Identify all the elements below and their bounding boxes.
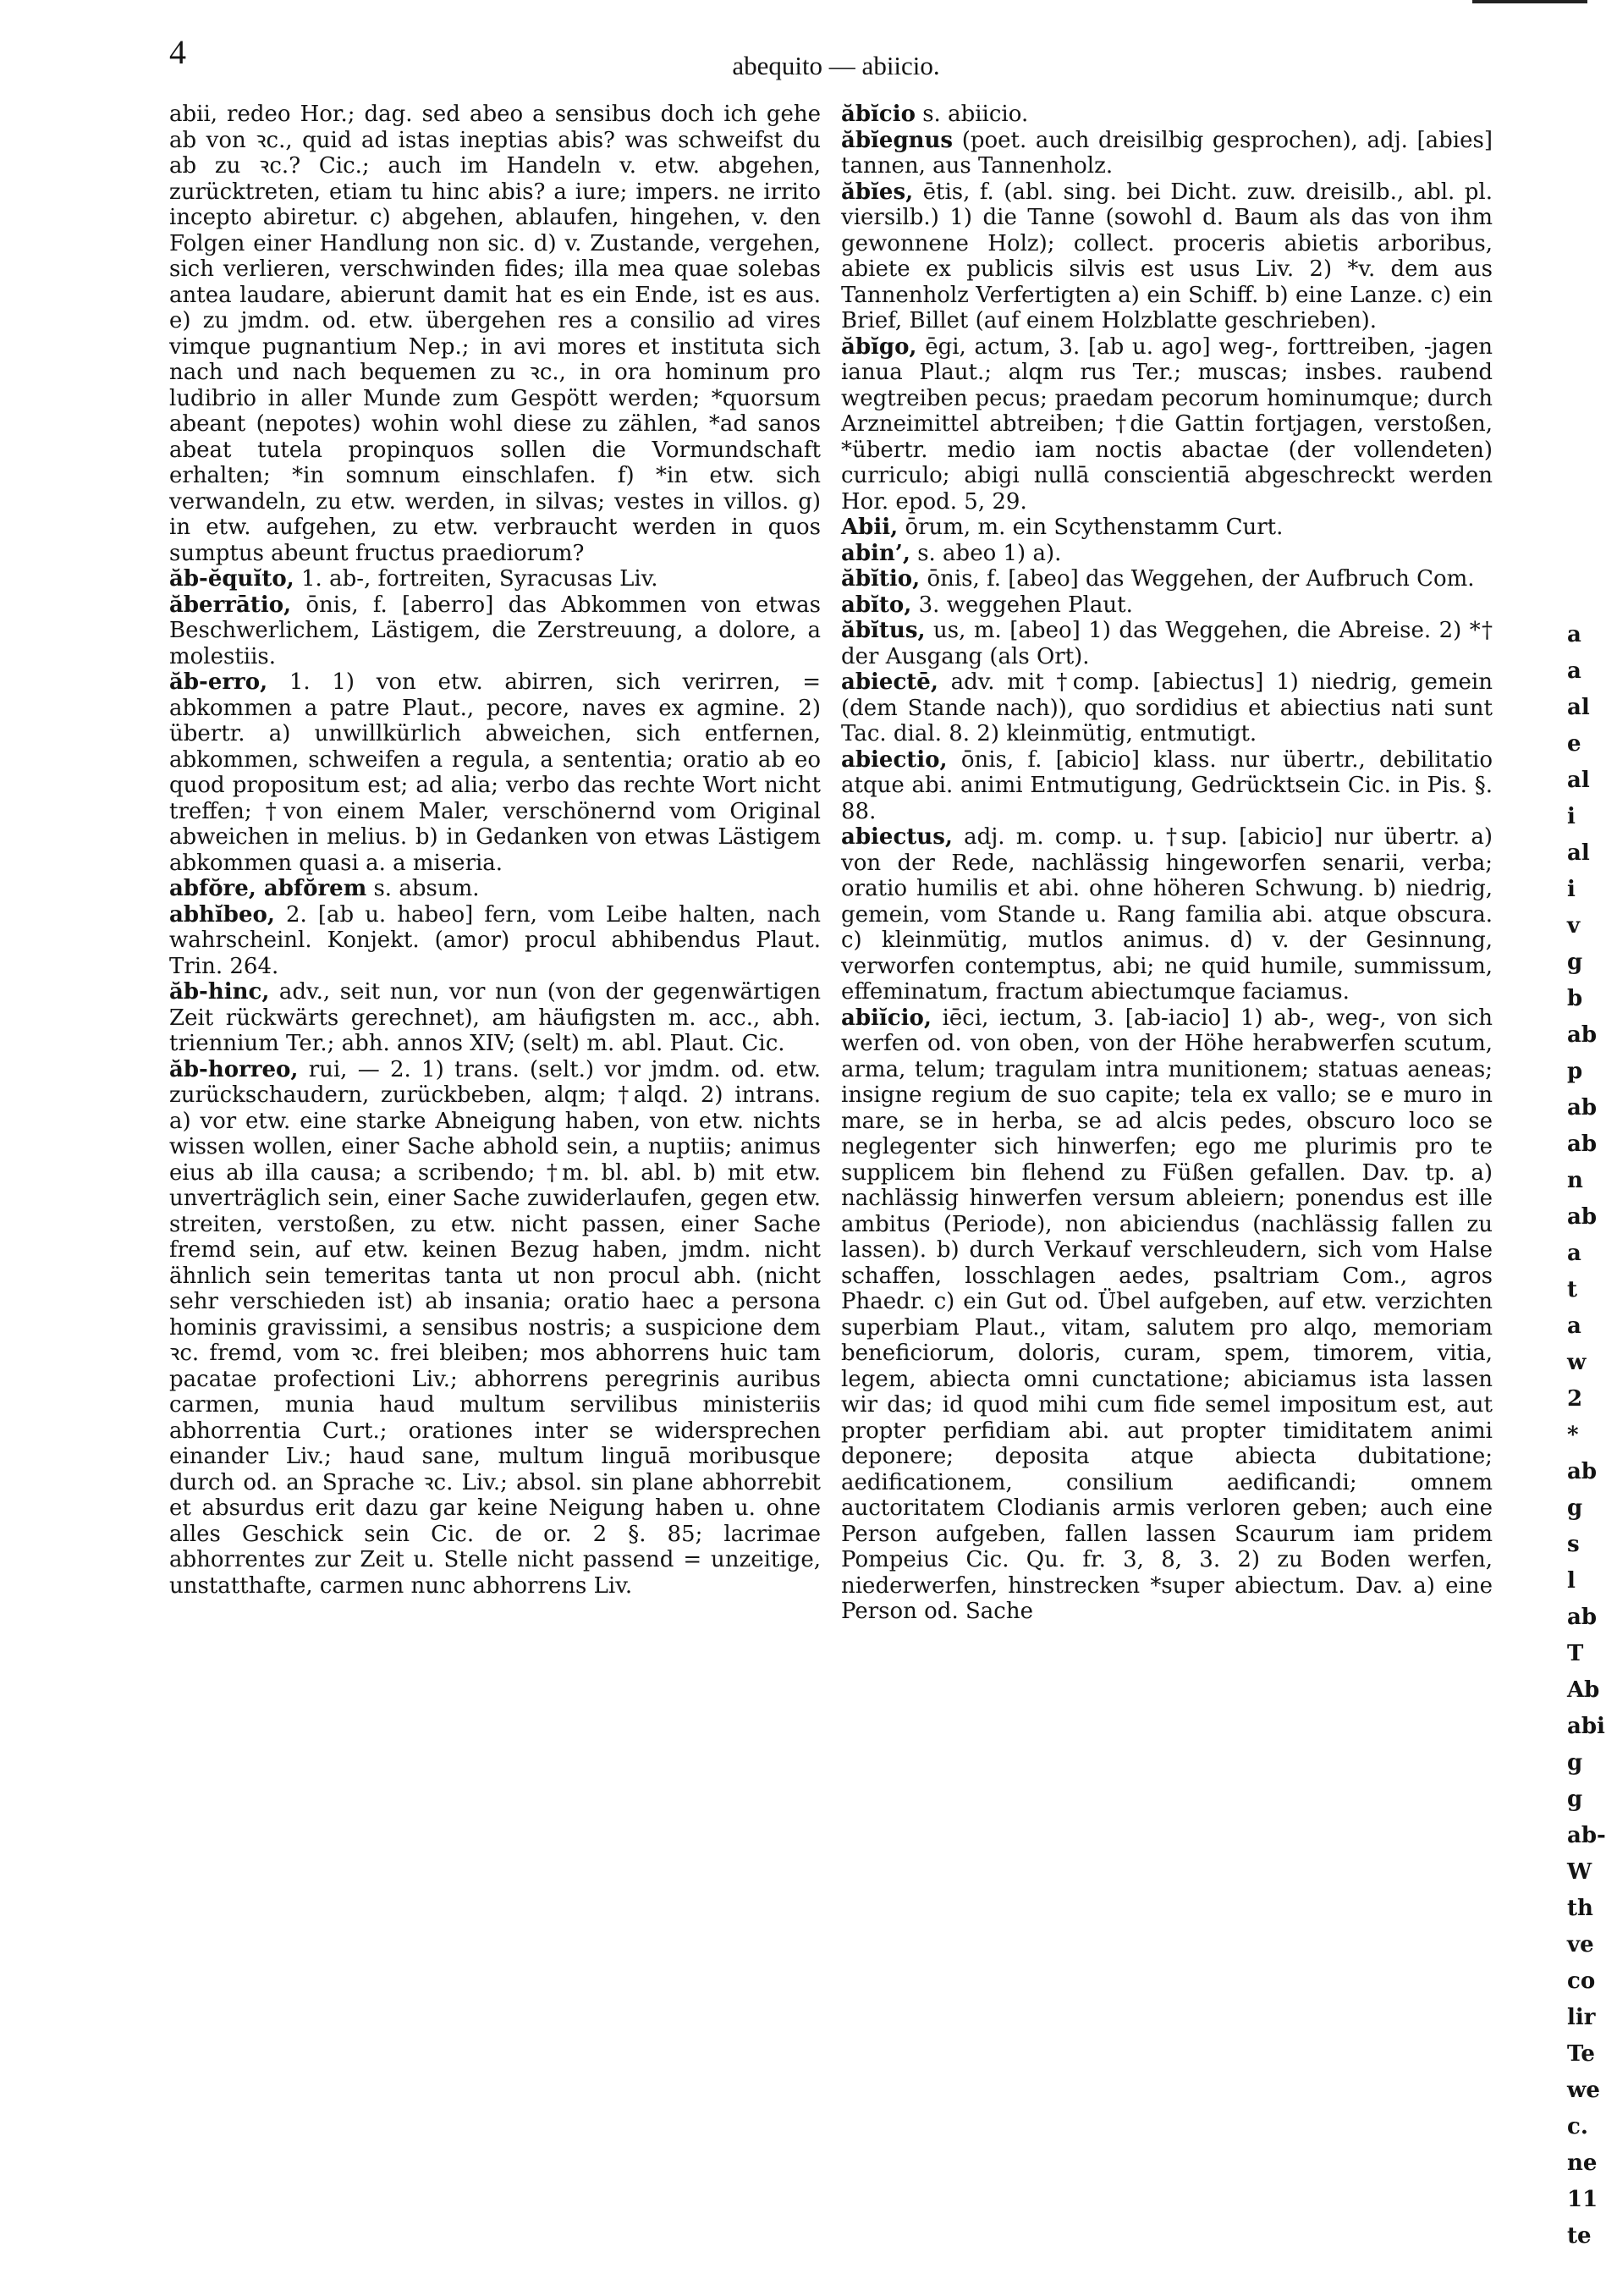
edge-fragment: al [1567, 840, 1590, 866]
entry-text: ētis, f. (abl. sing. bei Dicht. zuw. dreisilb., abl. pl. viersilb.) 1) die Tanne (sowohl d. Baum als das von ihm gewonnene Holz); collect. proceris abietis arboribus, abiete ex publicis silvis est usus Liv. 2) *v. dem aus Tannenholz Verfertigten a) ein Schiff. b) eine Lanze. c) ein Brief, Billet (auf einem Holzblatte geschrieben). [841, 179, 1493, 333]
dictionary-entry [169, 902, 821, 980]
edge-fragment: t [1567, 1277, 1578, 1302]
entry-headword: Abii, [841, 515, 899, 540]
edge-fragment: al [1567, 768, 1590, 793]
edge-fragment: n [1567, 1168, 1583, 1193]
edge-fragment: l [1567, 1568, 1576, 1594]
edge-fragment: i [1567, 877, 1576, 902]
edge-fragment: ab- [1567, 1823, 1606, 1848]
dictionary-entry [169, 566, 821, 592]
entry-text: ēgi, actum, 3. [ab u. ago] weg-, forttreiben, -jagen ianua Plaut.; alqm rus Ter.; muscas; insbes. raubend wegtreiben pecus; praedam pecorum hominumque; durch Arzneimittel abtreiben; †die Gattin fortjagen, verstoßen, *übertr. medio iam noctis abactae (der vollendeten) curriculo; abigi nullā conscientiā abgeschreckt werden Hor. epod. 5, 29. [841, 333, 1493, 515]
edge-fragment: a [1567, 1313, 1581, 1339]
edge-fragment: a [1567, 1241, 1581, 1266]
dictionary-entry [169, 876, 821, 902]
entry-headword: abiectē, [841, 669, 938, 695]
edge-fragment: w [1567, 1350, 1587, 1375]
edge-fragment: ab [1567, 1204, 1598, 1230]
edge-fragment: ab [1567, 1459, 1598, 1484]
entry-text: adv. mit †comp. [abiectus] 1) niedrig, gemein (dem Stande nach)), quo sordidius et abiectius nati sunt Tac. dial. 8. 2) kleinmütig, entmutigt. [841, 669, 1493, 746]
edge-fragment: lir [1567, 2005, 1596, 2030]
entry-text: 3. weggehen Plaut. [918, 592, 1133, 618]
entry-headword: abhĭbeo, [169, 901, 275, 928]
edge-fragment: g [1567, 950, 1583, 975]
edge-fragment: 2 [1567, 1386, 1583, 1412]
entry-headword: ăberrātio, [169, 592, 292, 618]
entry-text: s. absum. [373, 876, 480, 901]
edge-fragment: we [1567, 2078, 1600, 2103]
entry-headword: ăbĭes, [841, 179, 914, 205]
entry-text: us, m. [abeo] 1) das Weggehen, die Abreise. 2) *† der Ausgang (als Ort). [841, 618, 1493, 669]
top-rule [1472, 0, 1587, 3]
dictionary-entry [169, 669, 821, 876]
dictionary-entry [841, 824, 1493, 1005]
edge-fragment: th [1567, 1896, 1593, 1921]
entry-headword: abĭto, [841, 592, 912, 618]
edge-fragment: g [1567, 1787, 1583, 1812]
entry-text: abii, redeo Hor.; dag. sed abeo a sensibus doch ich gehe ab von ꝛc., quid ad istas ineptias abis? was schweifst du ab zu ꝛc.? Cic.; auch im Handeln v. etw. abgehen, zurücktreten, etiam tu hinc abis? a iure; impers. ne irrito incepto abiretur. c) abgehen, ablaufen, hingehen, v. den Folgen einer Handlung non sic. d) v. Zustande, vergehen, sich verlieren, verschwinden fides; illa mea quae solebas antea laudare, abierunt damit hat es ein Ende, ist es aus. e) zu jmdm. od. etw. übergehen res a consilio ad vires vimque pugnantium Nep.; in avi mores et instituta sich nach und nach bequemen zu ꝛc., in ora hominum pro ludibrio in aller Munde zum Gespött werden; *quorsum abeant (nepotes) wohin wohl diese zu zählen, *ad sanos abeat tutela propinquos sollen die Vormundschaft erhalten; *in somnum einschlafen. f) *in etw. sich verwandeln, zu etw. werden, in silvas; vestes in villos. g) in etw. aufgehen, zu etw. verbraucht werden in quos sumptus abeunt fructus praediorum? [169, 102, 821, 566]
entry-text: ōnis, f. [aberro] das Abkommen von etwas Beschwerlichem, Lästigem, die Zerstreuung, a dolore, a molestiis. [169, 592, 821, 669]
dictionary-entry [169, 1057, 821, 1599]
dictionary-entry [169, 102, 821, 566]
edge-fragment: v [1567, 913, 1581, 939]
edge-fragment: Ab [1567, 1677, 1600, 1703]
entry-text: ōnis, f. [abeo] das Weggehen, der Aufbruch Com. [927, 566, 1475, 592]
edge-fragment: al [1567, 695, 1590, 720]
edge-fragment: i [1567, 804, 1576, 829]
dictionary-entry [841, 566, 1493, 592]
dictionary-entry [841, 1005, 1493, 1625]
entry-headword: abiĭcio, [841, 1005, 932, 1031]
entry-text: iēci, iectum, 3. [ab-iacio] 1) ab-, weg-, von sich werfen od. von oben, von der Höhe herabwerfen scutum, arma, telum; tragulam intra munitionem; statuas aeneas; insigne regium de suo capite; tela ex vallo; se e muro in mare, se in herba, se ad alcis pedes, obscuro loco se neglegenter sich hinwerfen; ego me plurimis pro te supplicem bin flehend zu Füßen gefallen. Dav. tp. a) nachlässig hinwerfen versum ableiern; ponendus est ille ambitus (Periode), non abiciendus (nachlässig fallen zu lassen). b) durch Verkauf verschleudern, sich vom Halse schaffen, losschlagen aedes, psaltriam Com., agros Phaedr. c) ein Gut od. Übel aufgeben, auf etw. verzichten superbiam Plaut., vitam, salutem pro alqo, memoriam beneficiorum, doloris, curam, spem, timorem, vitia, legem, abiecta omni cunctatione; abiciamus ista lassen wir das; id quod mihi cum fide semel impositum est, aut propter perfidiam abi. aut propter timiditatem animi deponere; deposita atque abiecta dubitatione; aedificationem, consilium aedificandi; omnem auctoritatem Clodianis armis verloren geben; auch eine Person aufgeben, fallen lassen Scaurum iam pridem Pompeius Cic. Qu. fr. 3, 8, 3. 2) zu Boden werfen, niederwerfen, hinstrecken *super abiectum. Dav. a) eine Person od. Sache [841, 1005, 1493, 1624]
edge-fragment: p [1567, 1059, 1583, 1084]
page-number: 4 [169, 33, 186, 71]
edge-fragment: T [1567, 1641, 1584, 1666]
entry-headword: ăb-horreo, [169, 1056, 299, 1082]
entry-headword: abfŏre, abfŏrem [169, 876, 367, 901]
edge-fragment: c. [1567, 2114, 1588, 2139]
dictionary-entry [841, 102, 1493, 128]
entry-text: adv., seit nun, vor nun (von der gegenwärtigen Zeit rückwärts gerechnet), am häufigsten m. acc., abh. triennium Ter.; abh. annos XIV; (selt) m. abl. Plaut. Cic. [169, 979, 821, 1056]
entry-headword: ăbĭegnus [841, 127, 954, 153]
left-column [169, 102, 821, 1599]
dictionary-entry [841, 541, 1493, 567]
dictionary-entry [841, 669, 1493, 747]
edge-fragment: ab [1567, 1605, 1598, 1630]
entry-headword: ăb-ĕquĭto, [169, 566, 294, 592]
edge-fragment: g [1567, 1750, 1583, 1776]
edge-fragment: * [1567, 1423, 1579, 1448]
entry-text: 2. [ab u. habeo] fern, vom Leibe halten, nach wahrscheinl. Konjekt. (amor) procul abhibendus Plaut. Trin. 264. [169, 901, 822, 979]
entry-headword: ăbĭcio [841, 102, 916, 127]
entry-text: ōnis, f. [abicio] klass. nur übertr., debilitatio atque abi. animi Entmutigung, Gedrücktsein Cic. in Pis. §. 88. [841, 746, 1493, 824]
running-head: abequito — abiicio. [732, 51, 940, 80]
entry-headword: abiectio, [841, 746, 948, 773]
entry-headword: abin’, [841, 540, 910, 566]
entry-headword: ăb-hinc, [169, 979, 270, 1005]
entry-text: rui, — 2. 1) trans. (selt.) vor jmdm. od. etw. zurückschaudern, zurückbeben, alqm; †alqd. 2) intrans. a) vor etw. eine starke Abneigung haben, von etw. nichts wissen wollen, einer Sache abhold sein, a nuptiis; animus eius ab illa causa; a scribendo; †m. bl. abl. b) mit etw. unverträglich sein, einer Sache zuwiderlaufen, gegen etw. streiten, verstoßen, zu etw. nicht passen, einer Sache fremd sein, auf etw. keinen Bezug haben, jmdm. nicht ähnlich sein temeritas tanta ut non procul abh. (nicht sehr verschieden ist) ab insania; oratio haec a persona hominis gravissimi, a sensibus nostris; a suspicione dem ꝛc. fremd, vom ꝛc. frei bleiben; mos abhorrens huic tam pacatae profectioni Liv.; abhorrens peregrinis auribus carmen, munia haud multum servilibus ministeriis abhorrentia Curt.; orationes inter se widersprechen einander Liv.; haud sane, multum linguā moribusque durch od. an Sprache ꝛc. Liv.; absol. sin plane abhorrebit et absurdus erit dazu gar keine Neigung haben u. ohne alles Geschick sein Cic. de or. 2 §. 85; lacrimae abhorrentes zur Zeit u. Stelle nicht passend = unzeitige, unstatthafte, carmen nunc abhorrens Liv. [169, 1056, 821, 1599]
dictionary-entry [841, 128, 1493, 179]
edge-fragment: abi [1567, 1714, 1605, 1739]
edge-fragment: ab [1567, 1131, 1598, 1157]
entry-text: 1. 1) von etw. abirren, sich verirren, = abkommen a patre Plaut., pecore, naves ex agmine. 2) übertr. a) unwillkürlich abweichen, sich entfernen, abkommen, schweifen a regula, a sententia; oratio ab eo quod propositum est; ad alia; verbo das rechte Wort nicht treffen; †von einem Maler, verschönernd vom Original abweichen in melius. b) in Gedanken von etwas Lästigem abkommen quasi a. a miseria. [169, 669, 821, 876]
entry-text: (poet. auch dreisilbig gesprochen), adj. [abies] tannen, aus Tannenholz. [841, 127, 1493, 179]
entry-text: ōrum, m. ein Scythenstamm Curt. [905, 515, 1284, 540]
dictionary-entry [841, 334, 1493, 515]
dictionary-entry [841, 515, 1493, 541]
edge-fragment: co [1567, 1968, 1596, 1994]
dictionary-entry [841, 618, 1493, 669]
edge-fragment: te [1567, 2223, 1592, 2249]
dictionary-entry [169, 979, 821, 1057]
edge-fragment: W [1567, 1859, 1592, 1885]
entry-text: s. abeo 1) a). [917, 540, 1062, 566]
edge-fragment: s [1567, 1532, 1580, 1557]
edge-fragment: 11 [1567, 2187, 1598, 2212]
entry-headword: ăbĭtio, [841, 566, 921, 592]
entry-text: 1. ab-, fortreiten, Syracusas Liv. [301, 566, 658, 592]
entry-text: adj. m. comp. u. †sup. [abicio] nur übertr. a) von der Rede, nachlässig hingeworfen senarii, verba; oratio humilis et abi. ohne höheren Schwung. b) niedrig, gemein, vom Stande u. Rang familia abi. atque obscura. c) kleinmütig, mutlos animus. d) v. der Gesinnung, verworfen contemptus, abi; ne quid humile, summissum, effeminatum, fractum abiectumque faciamus. [841, 824, 1493, 1005]
edge-fragment: Te [1567, 2041, 1595, 2067]
edge-fragment: ab [1567, 1022, 1598, 1048]
edge-fragment: e [1567, 731, 1581, 757]
dictionary-entry [841, 747, 1493, 825]
edge-fragment: ne [1567, 2150, 1598, 2176]
edge-fragment: ve [1567, 1932, 1594, 1957]
dictionary-entry [169, 592, 821, 670]
dictionary-entry [841, 179, 1493, 334]
right-column [841, 102, 1493, 1625]
entry-headword: ăbĭtus, [841, 618, 926, 643]
entry-text: s. abiicio. [922, 102, 1029, 127]
edge-fragment: ab [1567, 1095, 1598, 1120]
edge-fragment: b [1567, 986, 1583, 1011]
edge-fragment: a [1567, 622, 1581, 647]
entry-headword: abiectus, [841, 824, 953, 850]
dictionary-entry [841, 592, 1493, 619]
entry-headword: ăb-erro, [169, 669, 268, 695]
entry-headword: ăbĭgo, [841, 333, 917, 360]
edge-fragment: a [1567, 658, 1581, 684]
edge-fragment: g [1567, 1495, 1583, 1521]
